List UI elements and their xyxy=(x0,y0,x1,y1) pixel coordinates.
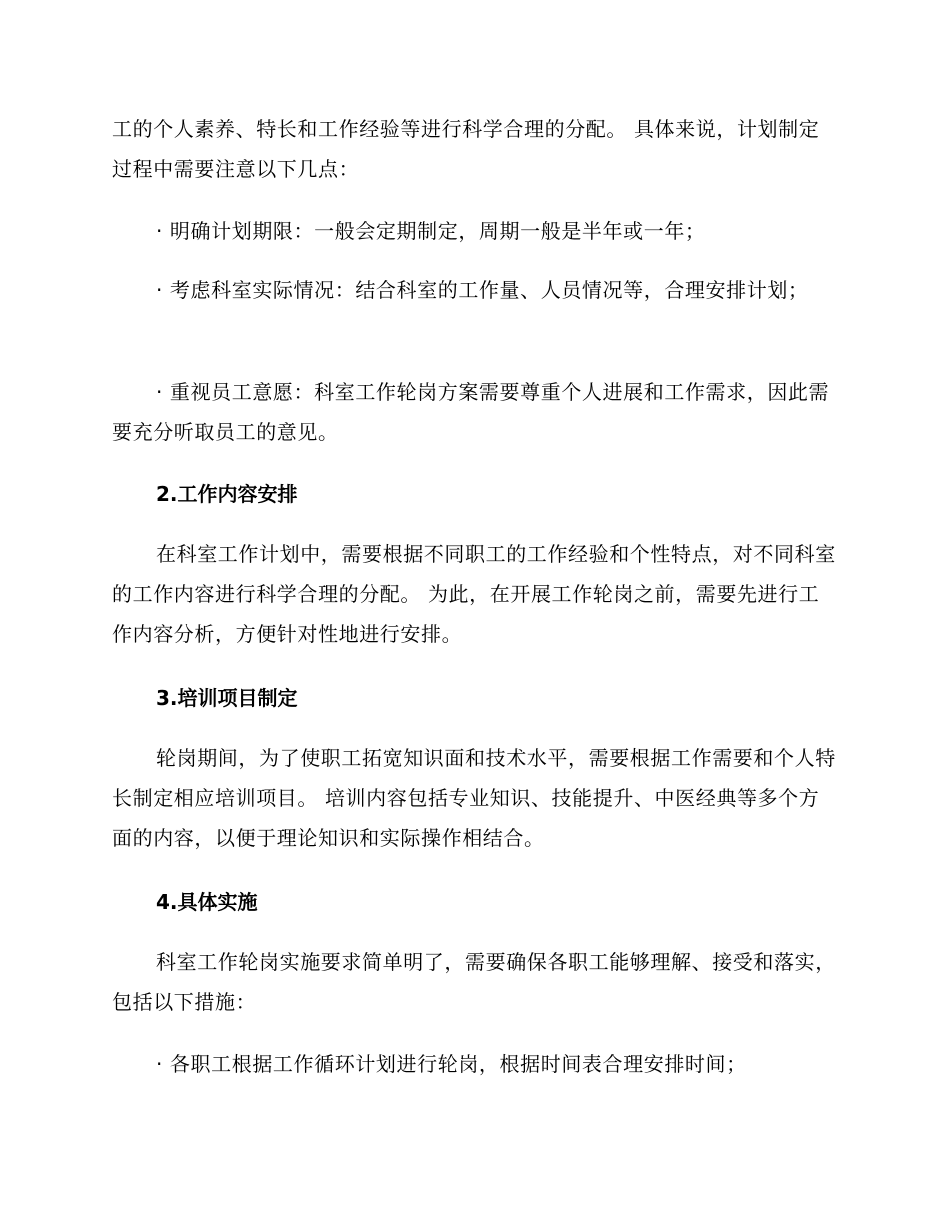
paragraph-work-content: 在科室工作计划中，需要根据不同职工的工作经验和个性特点，对不同科室的工作内容进行科学合理的分配。 为此，在开展工作轮岗之前，需要先进行工作内容分析，方便针对性地进行安排。 xyxy=(112,542,836,646)
bullet-employee-wishes: · 重视员工意愿：科室工作轮岗方案需要尊重个人进展和工作需求，因此需要充分听取员工的意见。 xyxy=(112,380,830,444)
paragraph-intro-continued: 工的个人素养、特长和工作经验等进行科学合理的分配。 具体来说，计划制定过程中需要注意以下几点： xyxy=(112,117,820,181)
bullet-department-situation: · 考虑科室实际情况：结合科室的工作量、人员情况等，合理安排计划； xyxy=(156,278,809,302)
section-heading-implementation: 4.具体实施 xyxy=(156,890,258,914)
paragraph-implementation: 科室工作轮岗实施要求简单明了，需要确保各职工能够理解、接受和落实，包括以下措施： xyxy=(112,950,836,1014)
section-heading-work-content: 2.工作内容安排 xyxy=(156,482,298,506)
bullet-plan-period: · 明确计划期限：一般会定期制定，周期一般是半年或一年； xyxy=(156,219,706,243)
paragraph-training: 轮岗期间，为了使职工拓宽知识面和技术水平，需要根据工作需要和个人特长制定相应培训项目。 培训内容包括专业知识、技能提升、中医经典等多个方面的内容，以便于理论知识和实际操作相结合。 xyxy=(112,746,836,850)
section-heading-training: 3.培训项目制定 xyxy=(156,686,298,710)
bullet-rotation-schedule: · 各职工根据工作循环计划进行轮岗，根据时间表合理安排时间； xyxy=(156,1052,747,1076)
